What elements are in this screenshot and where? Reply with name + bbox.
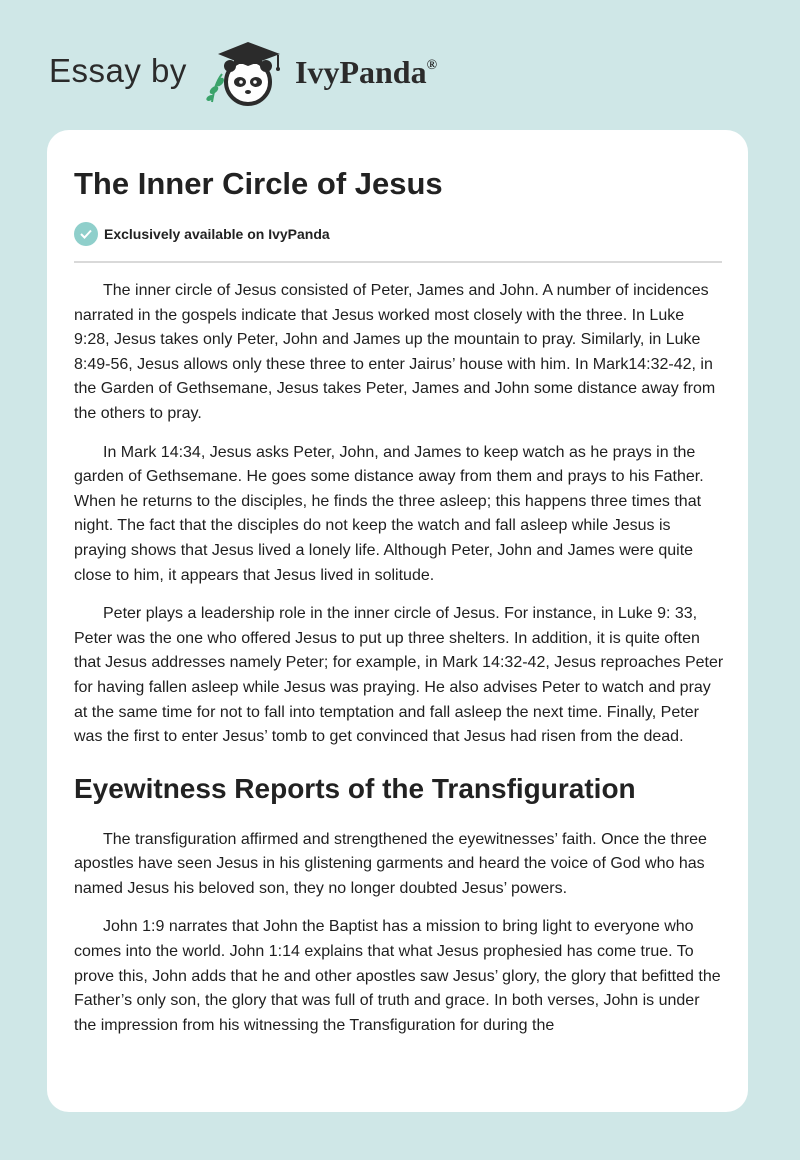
registered-mark: ® — [426, 58, 438, 73]
logo-name[interactable] — [295, 54, 437, 91]
paragraph: The inner circle of Jesus consisted of Peter, James and John. A number of incidences narrated in the gospels indicate that Jesus worked most closely with the three. In Luke 9:28, Jesus takes only Peter, John and James up the mountain to pray. Similarly, in Luke 8:49-56, Jesus allows only these three to enter Jairus’ house with him. In Mark14:32-42, in the Garden of Gethsemane, Jesus takes Peter, James and John some distance away from the others to pray. — [74, 282, 716, 422]
article-body — [74, 279, 724, 1052]
logo-name-text: IvyPanda — [295, 54, 427, 90]
section-heading: Eyewitness Reports of the Transfiguration — [74, 772, 636, 804]
paragraph: Peter plays a leadership role in the inner circle of Jesus. For instance, in Luke 9: 33, Peter was the one who offered Jesus to put up three shelters. In addition, it is quite often that Jesus addresses namely Peter; for example, in Mark 14:32-42, Jesus reproaches Peter for having fallen asleep while Jesus was praying. He also advises Peter to watch and pray at the same time for not to fall into temptation and fall asleep the next time. Finally, Peter was the first to enter Jesus’ tomb to get convinced that Jesus had risen from the dead. — [74, 605, 724, 746]
paragraph: John 1:9 narrates that John the Baptist has a mission to bring light to everyone who comes into the world. John 1:14 explains that what Jesus prophesied has come true. To prove this, John adds that he and other apostles saw Jesus’ glory, the glory that befitted the Father’s only son, the glory that was full of truth and grace. In both verses, John is under the impression from his witnessing the Transfiguration for during the — [74, 918, 721, 1034]
divider — [74, 261, 722, 263]
exclusive-badge — [74, 222, 330, 246]
paragraph: In Mark 14:34, Jesus asks Peter, John, and James to keep watch as he prays in the garden of Gethsemane. He goes some distance away from them and prays to his Father. When he returns to the disciples, he finds the three asleep; this happens three times that night. The fact that the disciples do not keep the watch and fall asleep while Jesus is praying shows that Jesus lived a lonely life. Although Peter, John and James were quite close to him, it appears that Jesus lived in solitude. — [74, 443, 704, 584]
exclusive-label: Exclusively available on IvyPanda — [104, 226, 330, 242]
brand-prefix: Essay by — [49, 52, 187, 89]
panda-graduation-cap-icon[interactable] — [200, 38, 292, 110]
site-header — [0, 0, 800, 130]
paragraph: The transfiguration affirmed and strengthened the eyewitnesses’ faith. Once the three apostles have seen Jesus in his glistening garments and heard the voice of God who has named Jesus his beloved son, they no longer doubted Jesus’ powers. — [74, 830, 707, 897]
page-title: The Inner Circle of Jesus — [74, 166, 443, 201]
check-circle-icon — [74, 222, 98, 246]
essay-card — [47, 130, 748, 1112]
